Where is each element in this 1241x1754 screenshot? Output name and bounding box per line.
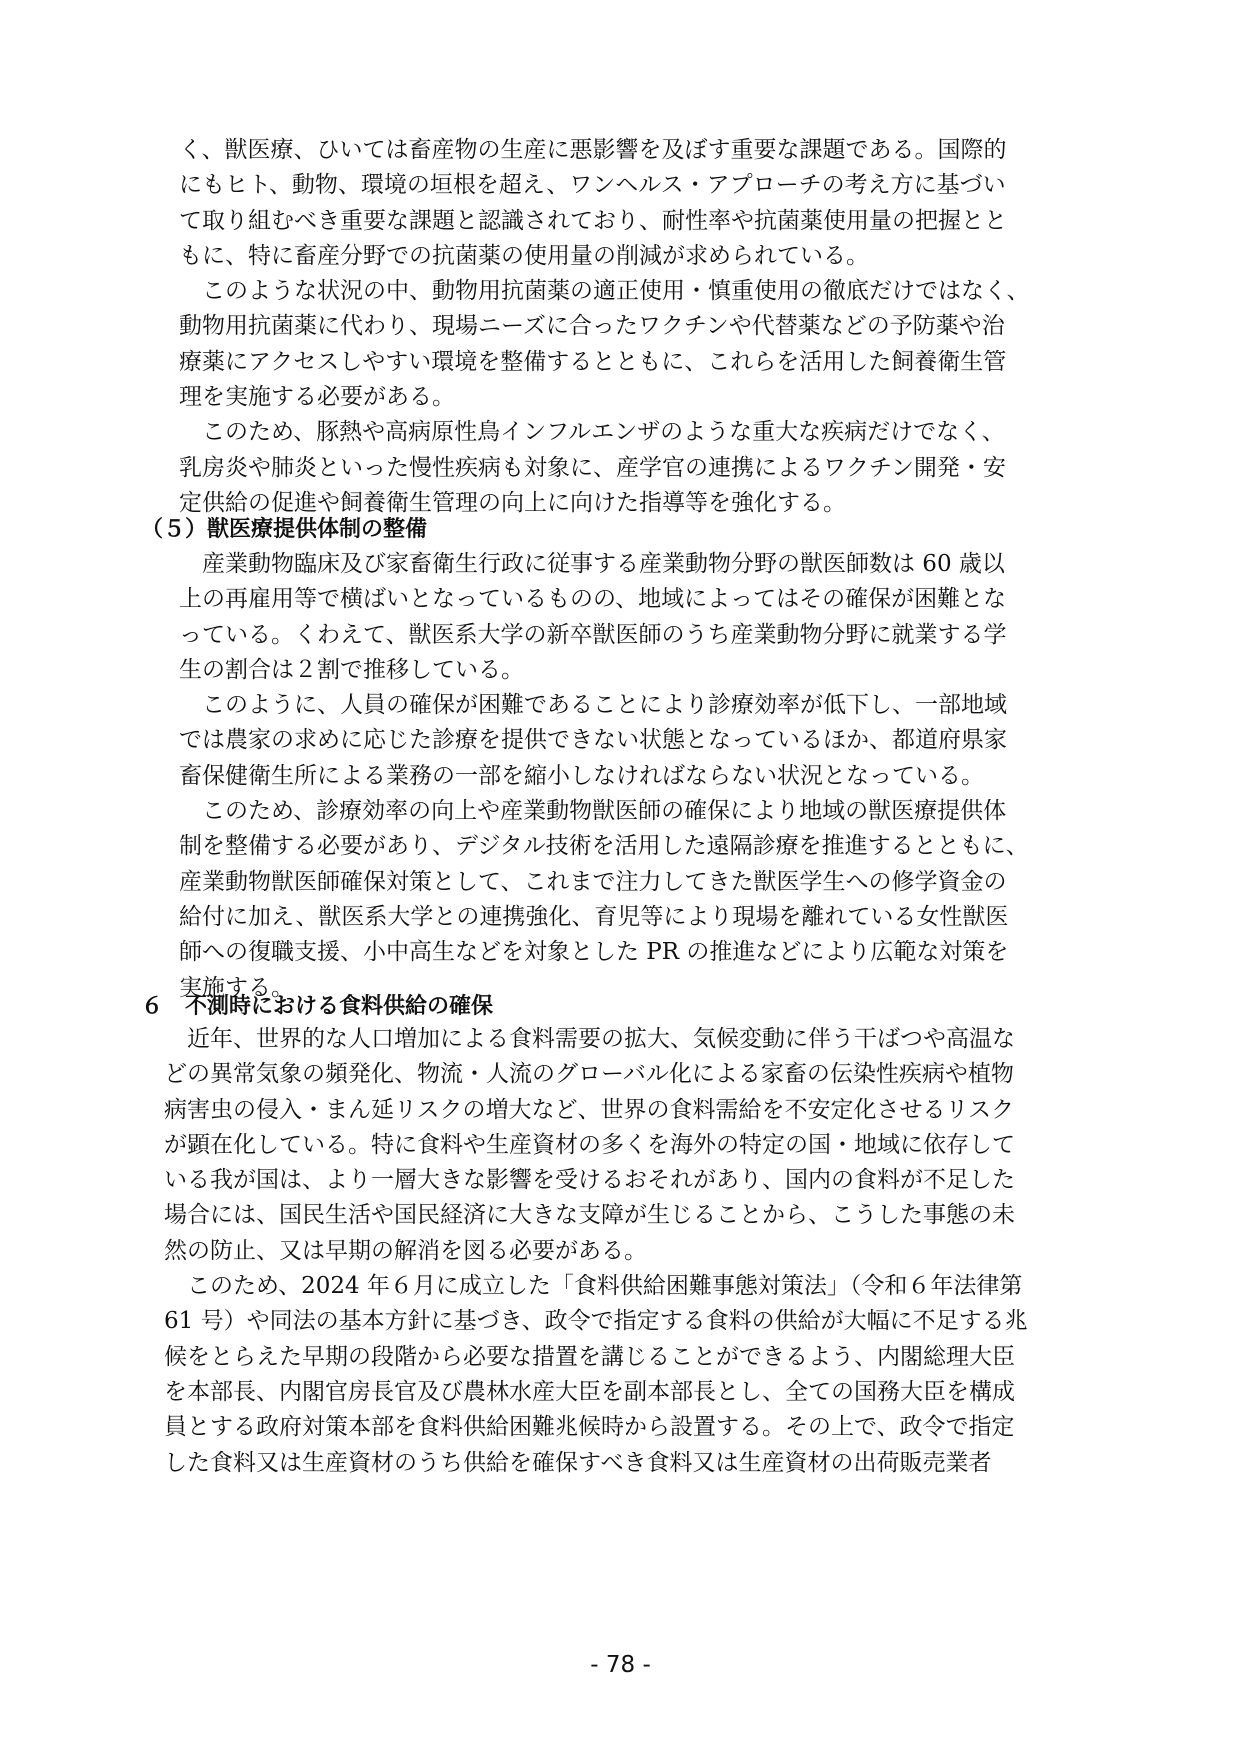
- text-line: もに、特に畜産分野での抗菌薬の使用量の削減が求められている。: [179, 242, 869, 269]
- text-line: 生の割合は２割で推移している。: [179, 656, 524, 683]
- text-line: このため、豚熱や高病原性鳥インフルエンザのような重大な疾病だけでなく、: [179, 419, 1005, 446]
- text-line: 給付に加え、獣医系大学との連携強化、育児等により現場を離れている女性獣医: [179, 903, 1009, 930]
- text-line: 上の再雇用等で横ばいとなっているものの、地域によってはその確保が困難とな: [179, 586, 1007, 613]
- text-line: では農家の求めに応じた診療を提供できない状態となっているほか、都道府県家: [179, 727, 1007, 754]
- text-line: 理を実施する必要がある。: [179, 384, 455, 411]
- text-line: 近年、世界的な人口増加による食料需要の拡大、気候変動に伴う干ばつや高温な: [164, 1026, 1015, 1052]
- text-line: 場合には、国民生活や国民経済に大きな支障が生じることから、こうした事態の未: [164, 1202, 1015, 1229]
- text-line: このように、人員の確保が困難であることにより診療効率が低下し、一部地域: [179, 692, 1007, 719]
- text-line: っている。くわえて、獣医系大学の新卒獣医師のうち産業動物分野に就業する学: [179, 621, 1007, 648]
- text-line: にもヒト、動物、環境の垣根を超え、ワンヘルス・アプローチの考え方に基づい: [179, 172, 1006, 199]
- text-line: 制を整備する必要があり、デジタル技術を活用した遠隔診療を推進するとともに、: [179, 833, 1029, 860]
- text-line: 療薬にアクセスしやすい環境を整備するとともに、これらを活用した飼養衛生管: [179, 348, 1007, 375]
- text-line: 師への復職支援、小中高生などを対象とした PR の推進などにより広範な対策を: [179, 939, 1009, 966]
- text-line: 候をとらえた早期の段階から必要な措置を講じることができるよう、内閣総理大臣: [164, 1343, 1015, 1370]
- text-line: した食料又は生産資材のうち供給を確保すべき食料又は生産資材の出荷販売業者: [164, 1449, 992, 1476]
- text-line: 産業動物臨床及び家畜衛生行政に従事する産業動物分野の獣医師数は 60 歳以: [179, 551, 1005, 577]
- heading-food-supply-emergency: ６ 不測時における食料供給の確保: [141, 994, 494, 1019]
- text-line: 畜保健衛生所による業務の一部を縮小しなければならない状況となっている。: [179, 762, 984, 789]
- text-line: 実施する。: [179, 974, 294, 1001]
- text-line: 産業動物獣医師確保対策として、これまで注力してきた獣医学生への修学資金の: [179, 868, 1007, 895]
- text-line: どの異常気象の頻発化、物流・人流のグローバル化による家畜の伝染性疾病や植物: [164, 1061, 1014, 1088]
- text-line: このため、2024 年６月に成立した「食料供給困難事態対策法」（令和６年法律第: [164, 1273, 1023, 1300]
- text-line: 61 号）や同法の基本方針に基づき、政令で指定する食料の供給が大幅に不足する兆: [164, 1308, 1028, 1335]
- heading-veterinary-care-system: （５）獣医療提供体制の整備: [141, 517, 428, 542]
- text-line: 定供給の促進や飼養衛生管理の向上に向けた指導等を強化する。: [179, 489, 846, 516]
- paragraph-block-veterinary-care: [179, 547, 1029, 1006]
- text-line: て取り組むべき重要な課題と認識されており、耐性率や抗菌薬使用量の把握とと: [179, 207, 1007, 234]
- text-line: このため、診療効率の向上や産業動物獣医師の確保により地域の獣医療提供体: [179, 798, 1007, 825]
- text-line: が顕在化している。特に食料や生産資材の多くを海外の特定の国・地域に依存して: [164, 1131, 1015, 1158]
- paragraph-block-food-supply: [164, 1022, 1028, 1481]
- text-line: 乳房炎や肺炎といった慢性疾病も対象に、産学官の連携によるワクチン開発・安: [179, 454, 1006, 481]
- text-line: このような状況の中、動物用抗菌薬の適正使用・慎重使用の徹底だけではなく、: [179, 278, 1030, 305]
- text-line: 然の防止、又は早期の解消を図る必要がある。: [164, 1237, 647, 1264]
- page-number: - 78 -: [590, 1652, 651, 1678]
- text-line: 動物用抗菌薬に代わり、現場ニーズに合ったワクチンや代替薬などの予防薬や治: [179, 313, 1005, 340]
- text-line: く、獣医療、ひいては畜産物の生産に悪影響を及ぼす重要な課題である。国際的: [179, 137, 1007, 163]
- text-line: 員とする政府対策本部を食料供給困難兆候時から設置する。その上で、政令で指定: [164, 1414, 1015, 1441]
- text-line: 病害虫の侵入・まん延リスクの増大など、世界の食料需給を不安定化させるリスク: [164, 1096, 1015, 1123]
- paragraph-block-antimicrobial: [179, 133, 1030, 521]
- text-line: いる我が国は、より一層大きな影響を受けるおそれがあり、国内の食料が不足した: [164, 1167, 1015, 1194]
- text-line: を本部長、内閣官房長官及び農林水産大臣を副本部長とし、全ての国務大臣を構成: [164, 1378, 1015, 1405]
